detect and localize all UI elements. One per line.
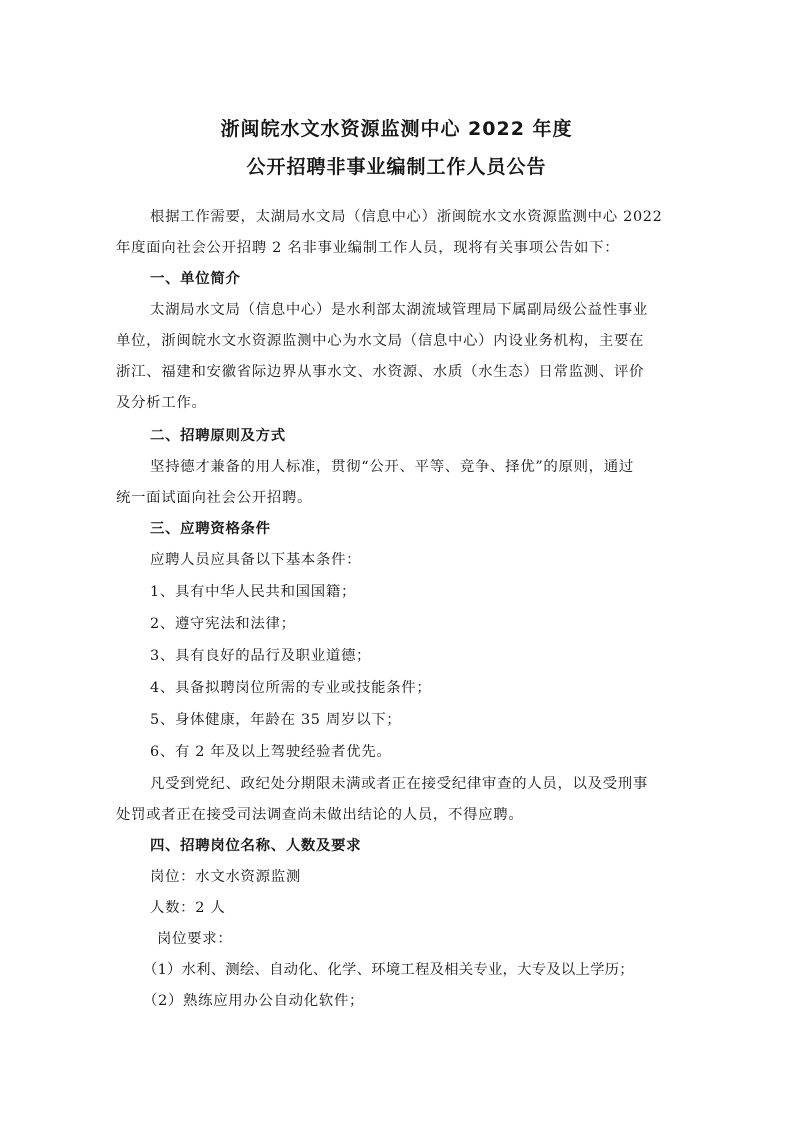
section-4-count: 人数：2 人 (150, 900, 226, 916)
section-4-req-label: 岗位要求： (157, 931, 233, 947)
section-2-heading: 二、招聘原则及方式 (150, 428, 286, 444)
intro-line-1: 根据工作需要，太湖局水文局（信息中心）浙闽皖水文水资源监测中心 2022 (150, 209, 663, 225)
section-4-req-1: （1）水利、测绘、自动化、化学、环境工程及相关专业，大专及以上学历； (143, 962, 634, 978)
section-1-line-3: 浙江、福建和安徽省际边界从事水文、水资源、水质（水生态）日常监测、评价 (116, 364, 645, 380)
section-1-line-2: 单位，浙闽皖水文水资源监测中心为水文局（信息中心）内设业务机构，主要在 (116, 333, 645, 349)
section-4-heading: 四、招聘岗位名称、人数及要求 (150, 838, 362, 854)
section-3-item-1: 1、具有中华人民共和国国籍； (150, 584, 357, 600)
section-3-heading: 三、应聘资格条件 (150, 521, 271, 537)
section-3-item-6: 6、有 2 年及以上驾驶经验者优先。 (150, 744, 392, 760)
section-3-item-5: 5、身体健康，年龄在 35 周岁以下； (150, 712, 402, 728)
section-3-item-4: 4、具备拟聘岗位所需的专业或技能条件； (150, 680, 432, 696)
section-3-item-3: 3、具有良好的品行及职业道德； (150, 648, 372, 664)
section-1-heading: 一、单位简介 (150, 271, 241, 287)
section-4-position: 岗位：水文水资源监测 (150, 869, 301, 885)
section-3-note-line-2: 处罚或者正在接受司法调查尚未做出结论的人员，不得应聘。 (116, 807, 524, 823)
section-2-line-1: 坚持德才兼备的用人标准，贯彻“公开、平等、竞争、择优”的原则，通过 (150, 459, 634, 475)
section-4-req-2: （2）熟练应用办公自动化软件； (143, 993, 365, 1009)
intro-line-2: 年度面向社会公开招聘 2 名非事业编制工作人员，现将有关事项公告如下： (116, 240, 620, 256)
section-3-note-line-1: 凡受到党纪、政纪处分期限未满或者正在接受纪律审查的人员，以及受刑事 (150, 776, 648, 792)
title-line-2: 公开招聘非事业编制工作人员公告 (246, 156, 547, 178)
title-line-1: 浙闽皖水文水资源监测中心 2022 年度 (220, 118, 573, 140)
section-1-line-4: 及分析工作。 (116, 395, 207, 411)
section-3-lead: 应聘人员应具备以下基本条件： (150, 552, 362, 568)
section-2-line-2: 统一面试面向社会公开招聘。 (116, 490, 313, 506)
section-1-line-1: 太湖局水文局（信息中心）是水利部太湖流域管理局下属副局级公益性事业 (150, 302, 648, 318)
section-3-item-2: 2、遵守宪法和法律； (150, 616, 296, 632)
